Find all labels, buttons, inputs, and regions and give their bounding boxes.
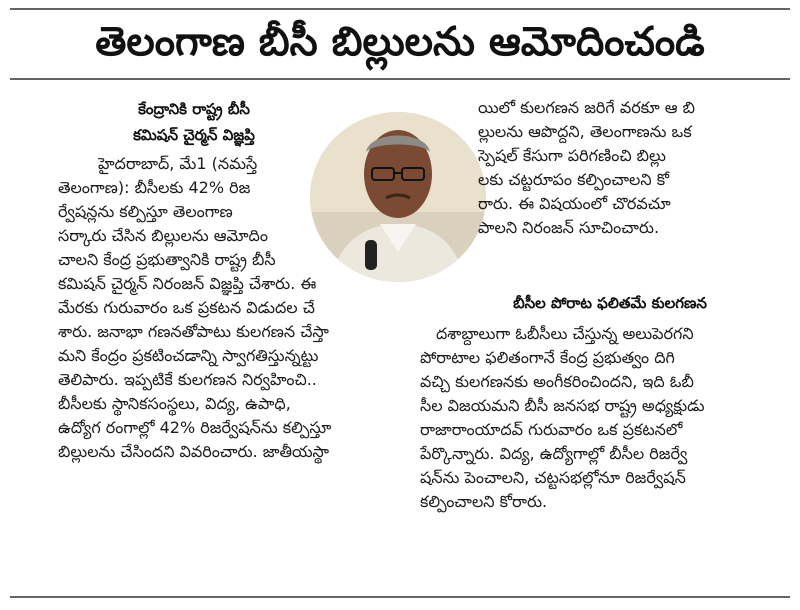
right-column-top: [478, 96, 758, 240]
text-line: లకు చట్టరూపం కల్పించాలని కో: [478, 170, 670, 189]
text-line: కమిషన్ చైర్మన్ నిరంజన్ విజ్ఞప్తి చేశారు. ఈ: [58, 274, 317, 293]
text-line: బిల్లులను చేసిందని వివరించారు. జాతీయస్థా: [58, 442, 330, 461]
headline: తెలంగాణ బీసీ బిల్లులను ఆమోదించండి: [95, 19, 705, 65]
text-line: తెలంగాణ): బీసీలకు 42% రిజ: [58, 178, 251, 197]
text-line: సీల విజయమని బీసీ జనసభ రాష్ట్ర అధ్యక్షుడు: [420, 396, 705, 415]
text-line: ల్లులను ఆపొద్దని, తెలంగాణను ఒక: [478, 122, 692, 141]
text-line: శారు. జనాభా గణనతోపాటు కులగణన చేస్తా: [58, 322, 329, 341]
text-line: పాలని నిరంజన్ సూచించారు.: [478, 218, 660, 237]
left-column-body: [58, 152, 393, 464]
subheading-left-line: కేంద్రానికి రాష్ట్ర బీసీ: [138, 100, 250, 118]
text-line: తెలిపారు. ఇప్పటికే కులగణన నిర్వహించి..: [58, 370, 317, 389]
text-line: సర్కారు చేసిన బిల్లులను ఆమోదిం: [58, 226, 268, 245]
right-column-bottom: [420, 322, 782, 514]
text-line: రారు. ఈ విషయంలో చొరవచూ: [478, 194, 671, 213]
text-line: పోరాటాల ఫలితంగానే కేంద్ర ప్రభుత్వం దిగి: [420, 348, 675, 367]
text-line: పేర్కొన్నారు. విద్య, ఉద్యోగాల్లో బీసీల రిజర్వే: [420, 444, 688, 463]
subheading-left-line: కమిషన్ చైర్మన్ విజ్ఞప్తి: [133, 126, 255, 144]
text-line: షన్‌ను పెంచాలని, చట్టసభల్లోనూ రిజర్వేషన్: [420, 468, 686, 487]
text-line: యిలో కులగణన జరిగే వరకూ ఆ బి: [478, 98, 695, 117]
subheading-left: [74, 96, 314, 148]
subheading-right: బీసీల పోరాట ఫలితమే కులగణన: [513, 294, 707, 312]
text-line: కల్పించాలని కోరారు.: [420, 492, 548, 511]
text-line: మని కేంద్రం ప్రకటించడాన్ని స్వాగతిస్తున్నట్టు: [58, 346, 319, 365]
top-rule: [10, 8, 790, 10]
bottom-rule: [10, 596, 790, 598]
text-line: చాలని కేంద్ర ప్రభుత్వానికి రాష్ట్ర బీసీ: [58, 250, 276, 269]
text-line: వచ్చి కులగణనకు అంగీకరించిందని, ఇది ఓబీ: [420, 372, 694, 391]
text-line: రాజారాంయాదవ్ గురువారం ఒక ప్రకటనలో: [420, 420, 683, 439]
text-line: మేరకు గురువారం ఒక ప్రకటన విడుదల చే: [58, 298, 315, 317]
headline-rule: [10, 78, 790, 80]
text-line: ర్వేషన్లను కల్పిస్తూ తెలంగాణ: [58, 202, 233, 221]
text-line: దశాబ్దాలుగా ఓబీసీలు చేస్తున్న అలుపెరగని: [436, 324, 694, 343]
text-line: బీసీలకు స్థానికసంస్థలు, విద్య, ఉపాధి,: [58, 394, 291, 413]
text-line: స్పెషల్ కేసుగా పరిగణించి బిల్లు: [478, 146, 666, 165]
text-line: ఉద్యోగ రంగాల్లో 42% రిజర్వేషన్‌ను కల్పిస్తూ: [58, 418, 332, 437]
text-line: హైదరాబాద్, మే1 (నమస్తే: [98, 154, 258, 173]
